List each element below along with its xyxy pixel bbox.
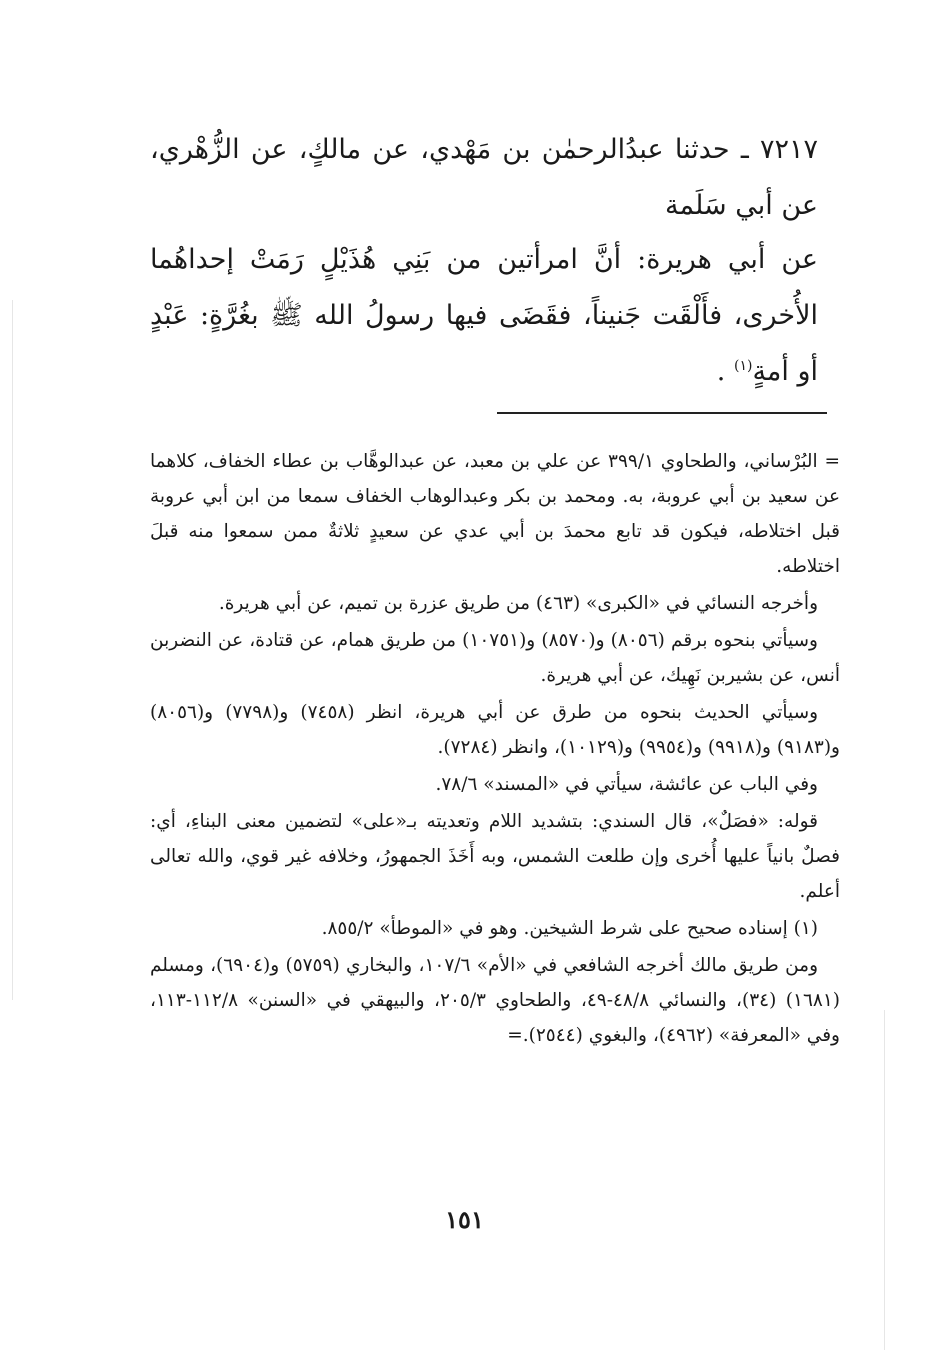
note-paragraph: وسيأتي الحديث بنحوه من طرق عن أبي هريرة، انظر (٧٤٥٨) و(٧٧٩٨) و(٨٠٥٦) و(٩١٨٣) و(٩٩١٨) و(٩٩٥٤) و(١٠١٢٩)، وانظر (٧٢٨٤). xyxy=(150,702,840,758)
scan-artifact-line xyxy=(12,300,13,1000)
note-paragraph: وسيأتي بنحوه برقم (٨٠٥٦) و(٨٥٧٠) و(١٠٧٥١) من طريق همام، عن قتادة، عن النضربن أنس، عن بشيربن نَهِيك، عن أبي هريرة. xyxy=(150,630,840,686)
continuation-mark: = xyxy=(824,451,840,472)
note-paragraph: = البُرْساني، والطحاوي ٣٩٩/١ عن علي بن معبد، عن عبدالوهَّاب بن عطاء الخفاف، كلاهما عن سعيد بن أبي عروبة، به. ومحمد بن بكر وعبدالوهاب الخفاف سمعا من ابن أبي عروبة قبل اختلاطه، فيكون قد تابع محمدَ بن أبي عدي عن سعيدٍ ثلاثةٌ ممن سمعوا منه قبلَ اختلاطه. xyxy=(150,451,840,577)
hadith-end-mark: . xyxy=(716,356,726,387)
hadith-chain-text: ٧٢١٧ ـ حدثنا عبدُالرحمٰن بن مَهْدي، عن مالكٍ، عن الزُّهْري، عن أبي سَلَمة xyxy=(150,134,818,221)
note-paragraph: وفي الباب عن عائشة، سيأتي في «المسند» ٧٨/٦. xyxy=(435,774,818,795)
footnote-divider xyxy=(497,412,827,414)
scan-artifact-line xyxy=(884,1010,885,1350)
page-number: ١٥١ xyxy=(445,1205,484,1234)
footnote-reference[interactable]: (١) xyxy=(733,358,753,374)
footnote-continuation-mark: = xyxy=(507,1025,523,1046)
footnote-1-body: ومن طريق مالك أخرجه الشافعي في «الأم» ١٠٧/٦، والبخاري (٥٧٥٩) و(٦٩٠٤)، ومسلم (١٦٨١) (٣٤)، والنسائي ٤٨/٨-٤٩، والطحاوي ٢٠٥/٣، والبيهقي في «السنن» ١١٢/٨-١١٣، وفي «المعرفة» (٤٩٦٢)، والبغوي (٢٥٤٤).= xyxy=(150,955,840,1046)
note-paragraph: قوله: «فصَلٌ»، قال السندي: بتشديد اللام وتعديته بـ«على» لتضمين معنى البناءِ، أي: فصلٌ بانياً عليها أُخرى وإن طلعت الشمس، وبه أَخَذَ الجمهورُ، وخلافه غير قوي، والله تعالى أعلم. xyxy=(150,811,840,902)
note-paragraph: وأخرجه النسائي في «الكبرى» (٤٦٣) من طريق عزرة بن تميم، عن أبي هريرة. xyxy=(218,593,818,614)
footnote-1-head: (١) إسناده صحيح على شرط الشيخين. وهو في «الموطأ» ٨٥٥/٢. xyxy=(321,918,818,939)
footnotes-section xyxy=(150,444,840,1055)
hadith-chain xyxy=(150,122,818,234)
hadith-matn-text: عن أبي هريرة: أنَّ امرأتين من بَنِي هُذَيْلٍ رَمَتْ إحداهُما الأُخرى، فأَلْقَت جَنيناً، فقَضَى فيها رسولُ الله ﷺ بغُرَّةٍ: عَبْدٍ أو أمةٍ xyxy=(150,244,818,387)
hadith-matn xyxy=(150,232,818,400)
